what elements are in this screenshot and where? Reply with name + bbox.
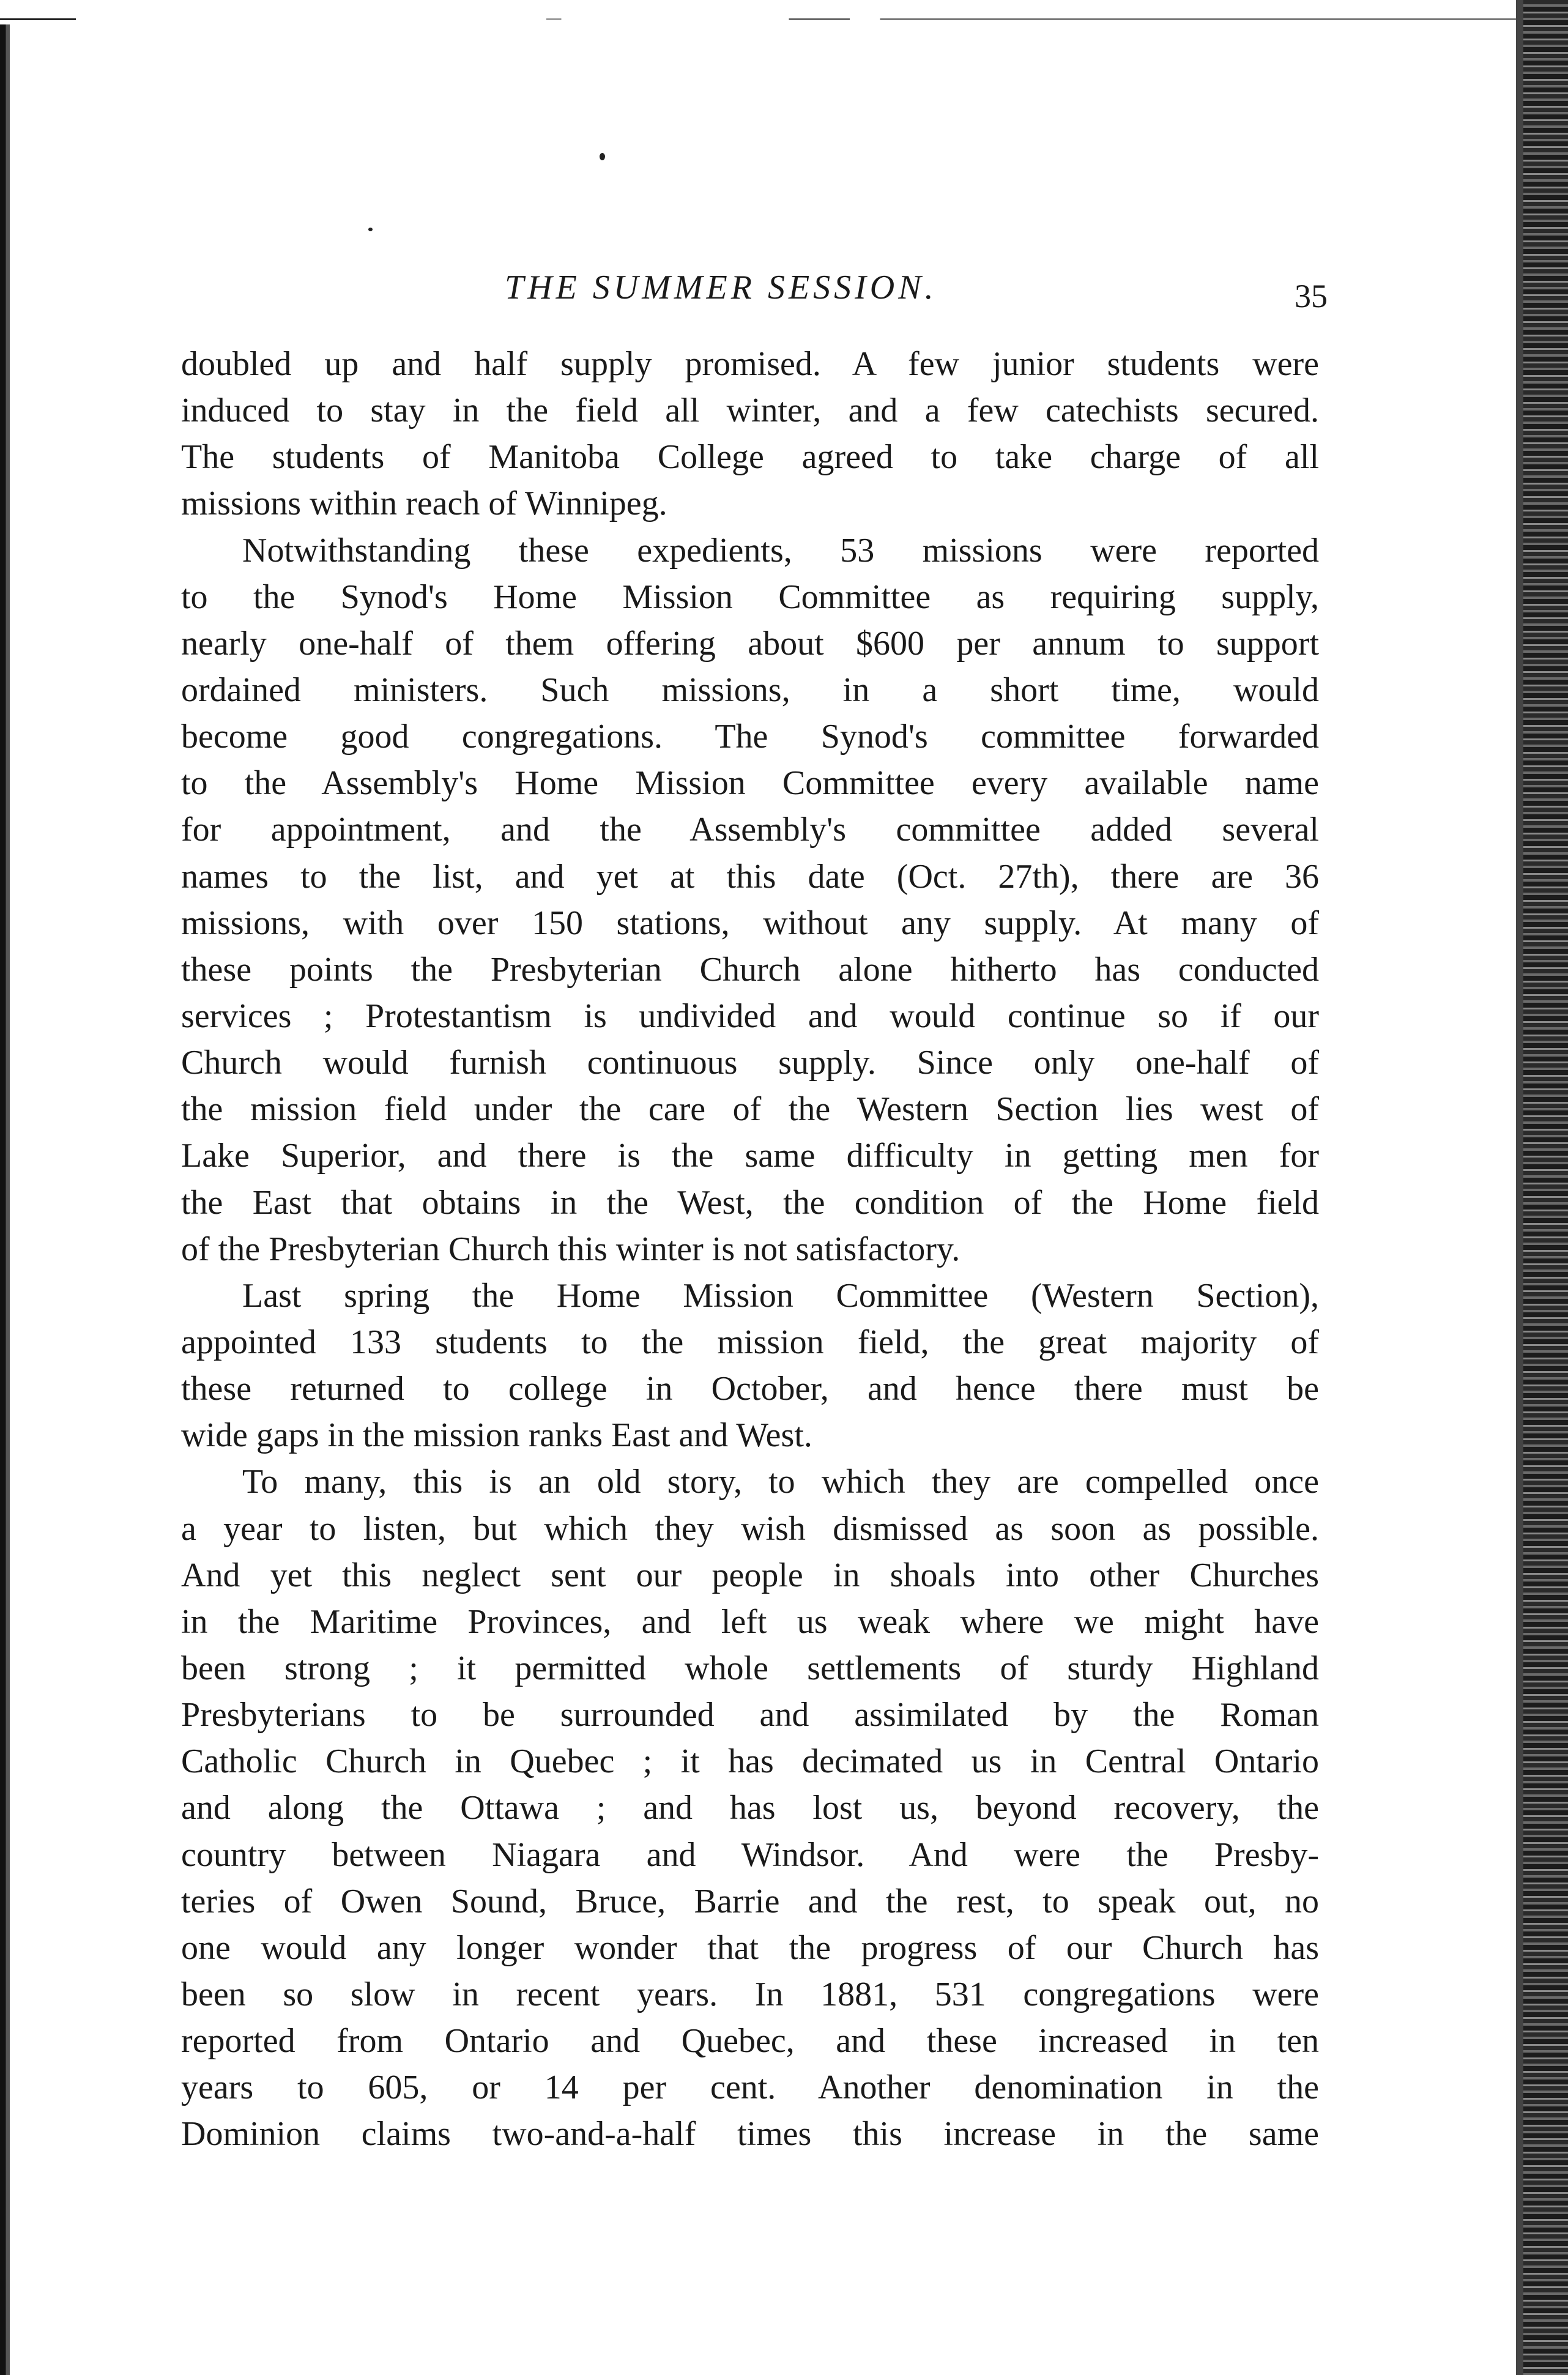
text-line: these points the Presbyterian Church alone hitherto has conducted [181,950,1319,989]
scan-speck [368,228,373,231]
text-line: been so slow in recent years. In 1881, 531 congregations were [181,1975,1319,2013]
page-number: 35 [1295,278,1328,314]
text-line: Catholic Church in Quebec ; it has decimated us in Central Ontario [181,1742,1319,1781]
text-line: induced to stay in the field all winter, and a few catechists secured. [181,392,1319,430]
text-line: years to 605, or 14 per cent. Another denomination in the [181,2068,1319,2107]
text-line: names to the list, and yet at this date (Oct. 27th), there are 36 [181,857,1319,896]
text-line: missions within reach of Winnipeg. [181,485,667,523]
scan-top-edge-line [0,18,1517,20]
text-line: a year to listen, but which they wish dismissed as soon as possible. [181,1509,1319,1548]
text-line: these returned to college in October, and hence there must be [181,1370,1319,1408]
text-line: become good congregations. The Synod's committee forwarded [181,718,1319,756]
text-line: appointed 133 students to the mission field, the great majority of [181,1323,1319,1361]
text-line: in the Maritime Provinces, and left us weak where we might have [181,1602,1319,1641]
text-line: been strong ; it permitted whole settlements of sturdy Highland [181,1649,1319,1687]
text-line: Dominion claims two-and-a-half times this increase in the same [181,2115,1319,2154]
text-line: Last spring the Home Mission Committee (Western Section), [242,1276,1319,1315]
text-line: Church would furnish continuous supply. Since only one-half of [181,1044,1319,1082]
text-line: to the Synod's Home Mission Committee as requiring supply, [181,578,1319,616]
text-line: country between Niagara and Windsor. And were the Presby- [181,1835,1319,1874]
text-line: Lake Superior, and there is the same difficulty in getting men for [181,1137,1319,1175]
text-line: reported from Ontario and Quebec, and these increased in ten [181,2022,1319,2061]
text-line: Notwithstanding these expedients, 53 missions were reported [242,531,1319,570]
text-line: missions, with over 150 stations, without any supply. At many of [181,904,1319,942]
body-text [181,341,1319,2157]
text-line: doubled up and half supply promised. A few junior students were [181,345,1319,383]
scan-right-edge [1523,0,1568,2375]
text-line: And yet this neglect sent our people in shoals into other Churches [181,1556,1319,1594]
text-line: nearly one-half of them offering about $600 per annum to support [181,624,1319,663]
page-header [177,257,1328,318]
running-title: THE SUMMER SESSION. [505,269,937,307]
text-line: for appointment, and the Assembly's committee added several [181,811,1319,849]
text-line: To many, this is an old story, to which they are compelled once [242,1463,1319,1501]
scan-right-inner-edge [1516,0,1523,2375]
text-line: The students of Manitoba College agreed to take charge of all [181,438,1319,477]
text-line: ordained ministers. Such missions, in a short time, would [181,671,1319,709]
text-line: to the Assembly's Home Mission Committee every available name [181,764,1319,803]
text-line: teries of Owen Sound, Bruce, Barrie and the rest, to speak out, no [181,1882,1319,1920]
text-line: of the Presbyterian Church this winter is not satisfactory. [181,1230,960,1268]
scan-speck [600,153,605,160]
text-line: Presbyterians to be surrounded and assimilated by the Roman [181,1696,1319,1734]
text-line: and along the Ottawa ; and has lost us, beyond recovery, the [181,1789,1319,1827]
text-line: wide gaps in the mission ranks East and West. [181,1416,812,1455]
scan-left-edge [0,24,10,2375]
text-line: the East that obtains in the West, the condition of the Home field [181,1183,1319,1222]
text-line: one would any longer wonder that the progress of our Church has [181,1928,1319,1967]
text-line: the mission field under the care of the Western Section lies west of [181,1090,1319,1129]
text-line: services ; Protestantism is undivided and would continue so if our [181,997,1319,1035]
